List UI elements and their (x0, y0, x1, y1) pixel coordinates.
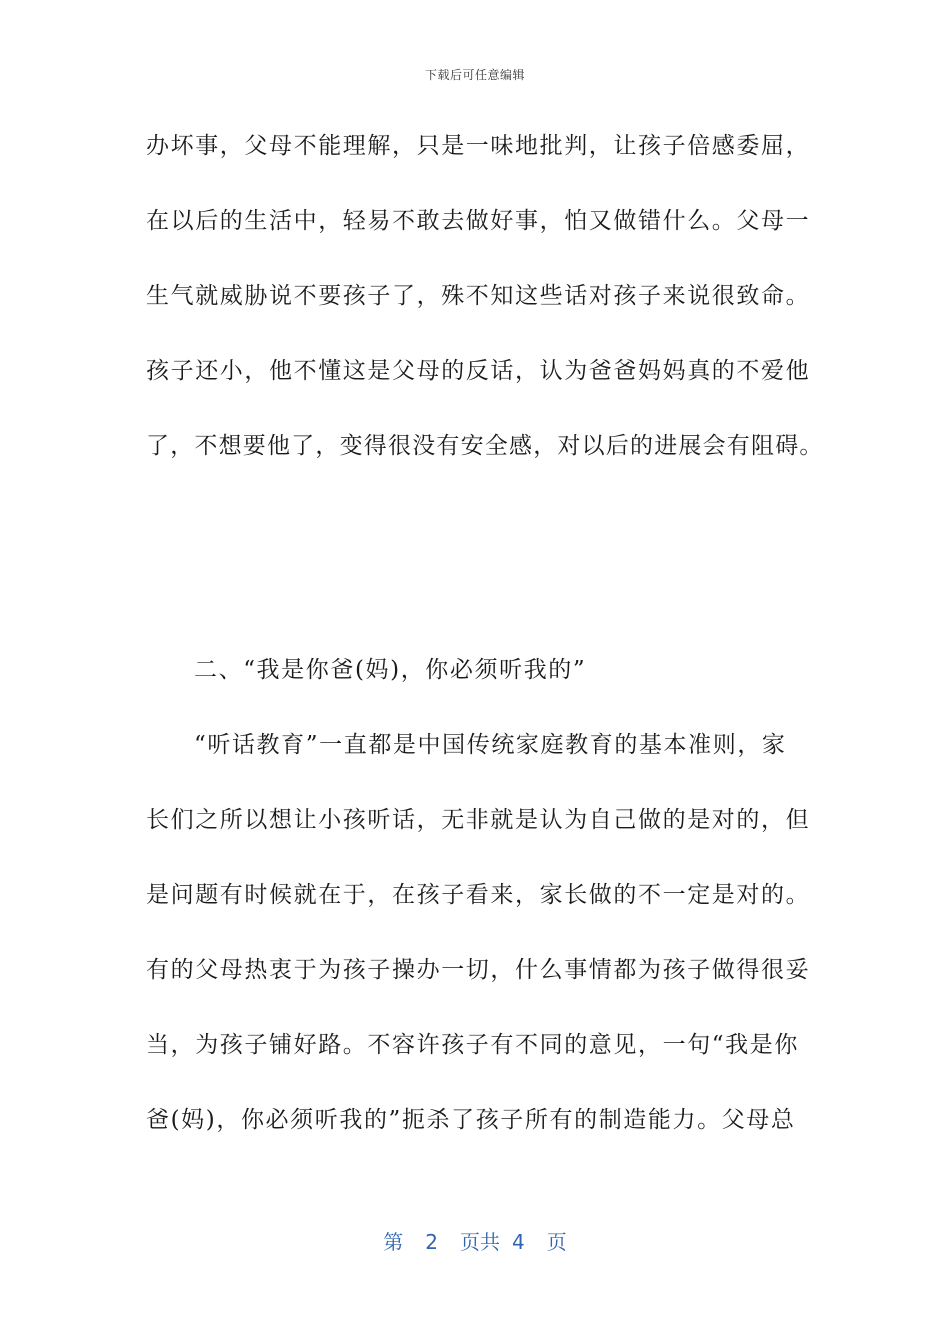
paragraph-line: 生气就威胁说不要孩子了，殊不知这些话对孩子来说很致命。 (146, 283, 811, 309)
footer-middle: 页共 (460, 1230, 500, 1254)
paragraph-line: “听话教育”一直都是中国传统家庭教育的基本准则，家 (194, 732, 787, 758)
paragraph-line: 长们之所以想让小孩听话，无非就是认为自己做的是对的，但 (146, 807, 811, 833)
page-header: 下载后可任意编辑 (424, 68, 525, 82)
paragraph-line: 了，不想要他了，变得很没有安全感，对以后的进展会有阻碍。 (146, 433, 824, 459)
paragraph-line: 当，为孩子铺好路。不容许孩子有不同的意见，一句“我是你 (146, 1032, 799, 1058)
footer-prefix: 第 (383, 1230, 404, 1254)
paragraph-line: 是问题有时候就在于，在孩子看来，家长做的不一定是对的。 (146, 882, 811, 908)
paragraph-line: 有的父母热衷于为孩子操办一切，什么事情都为孩子做得很妥 (146, 957, 811, 983)
paragraph-line: 爸(妈)，你必须听我的”扼杀了孩子所有的制造能力。父母总 (146, 1107, 796, 1133)
paragraph-line: 在以后的生活中，轻易不敢去做好事，怕又做错什么。父母一 (146, 208, 811, 234)
paragraph-line: 孩子还小，他不懂这是父母的反话，认为爸爸妈妈真的不爱他 (146, 358, 811, 384)
paragraph-line: 办坏事，父母不能理解，只是一味地批判，让孩子倍感委屈， (146, 133, 811, 159)
footer-suffix: 页 (546, 1230, 567, 1254)
total-pages: 4 (512, 1230, 525, 1254)
section-heading: 二、“我是你爸(妈)，你必须听我的” (194, 657, 587, 683)
page-footer (0, 1226, 950, 1255)
page-number: 2 (425, 1230, 438, 1254)
